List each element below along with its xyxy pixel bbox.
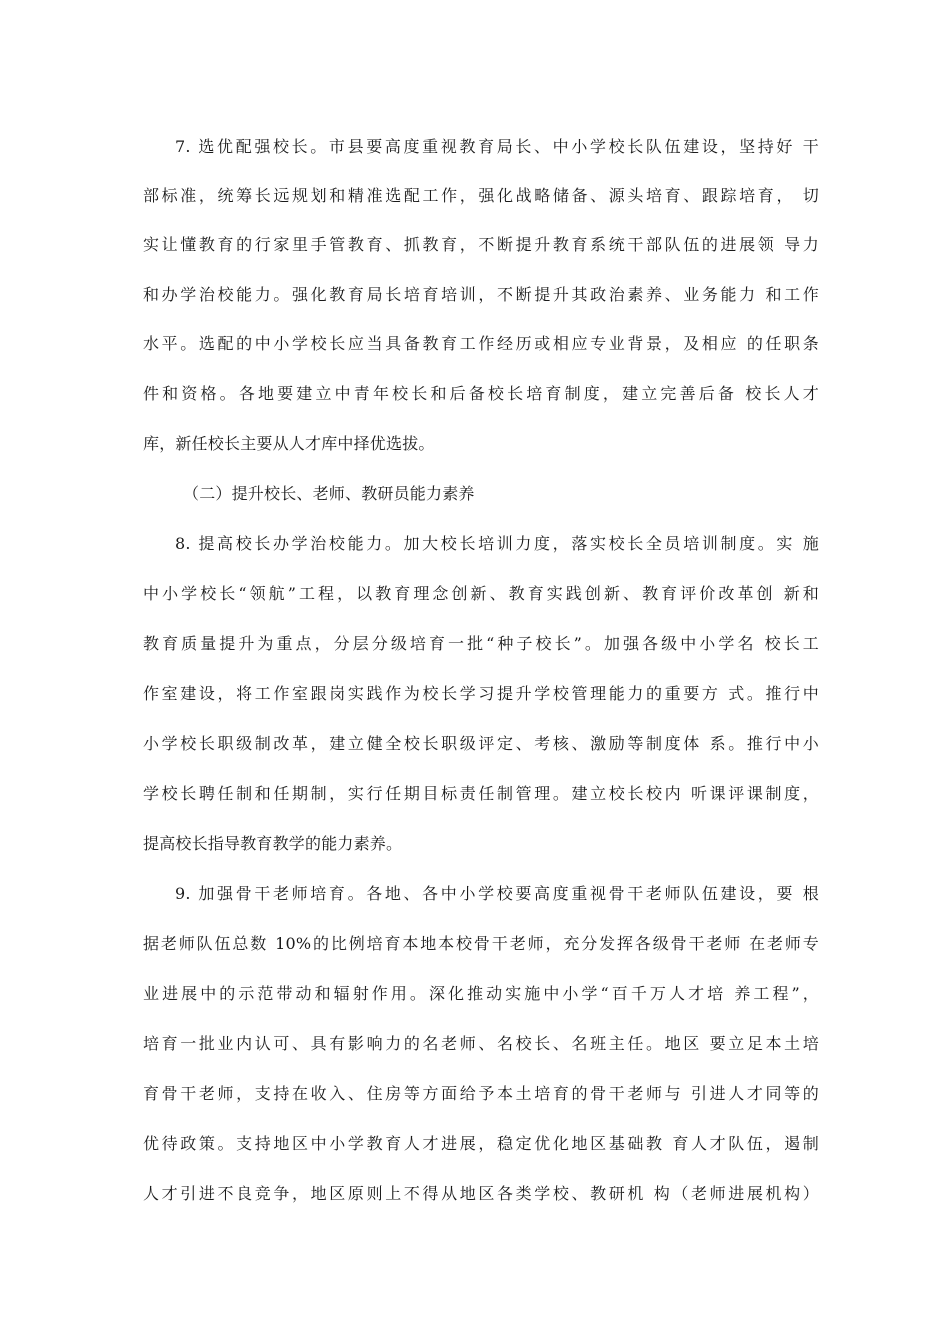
text-line: 业进展中的示范带动和辐射作用。深化推动实施中小学“百千万人才培 养工程”，: [143, 984, 819, 1003]
text-line: 8. 提高校长办学治校能力。加大校长培训力度，落实校长全员培训制度。实 施: [175, 534, 819, 553]
heading-text: （二）提升校长、老师、教研员能力素养: [183, 484, 475, 503]
text-line: 作室建设，将工作室跟岗实践作为校长学习提升学校管理能力的重要方 式。推行中: [143, 684, 819, 703]
text-line: 优待政策。支持地区中小学教育人才进展，稳定优化地区基础教 育人才队伍，遏制: [143, 1134, 819, 1153]
text-line: 据老师队伍总数 10%的比例培育本地本校骨干老师，充分发挥各级骨干老师 在老师专: [143, 934, 819, 953]
text-line: 小学校长职级制改革，建立健全校长职级评定、考核、激励等制度体 系。推行中小: [143, 734, 819, 753]
text-line: 部标准，统筹长远规划和精准选配工作，强化战略储备、源头培育、跟踪培育， 切: [143, 186, 819, 205]
text-line: 和办学治校能力。强化教育局长培育培训，不断提升其政治素养、业务能力 和工作: [143, 285, 819, 304]
text-line: 中小学校长“领航”工程，以教育理念创新、教育实践创新、教育评价改革创 新和: [143, 584, 819, 603]
text-line: 件和资格。各地要建立中青年校长和后备校长培育制度，建立完善后备 校长人才: [143, 384, 819, 403]
text-line: 实让懂教育的行家里手管教育、抓教育，不断提升教育系统干部队伍的进展领 导力: [143, 235, 819, 254]
text-line: 提高校长指导教育教学的能力素养。: [143, 834, 403, 853]
text-line: 9. 加强骨干老师培育。各地、各中小学校要高度重视骨干老师队伍建设，要 根: [175, 884, 819, 903]
text-line: 教育质量提升为重点，分层分级培育一批“种子校长”。加强各级中小学名 校长工: [143, 634, 819, 653]
text-line: 7. 选优配强校长。市县要高度重视教育局长、中小学校长队伍建设，坚持好 干: [175, 137, 819, 156]
text-line: 人才引进不良竞争，地区原则上不得从地区各类学校、教研机 构（老师进展机构）: [143, 1184, 819, 1203]
text-line: 库，新任校长主要从人才库中择优选拔。: [143, 434, 435, 453]
text-line: 育骨干老师，支持在收入、住房等方面给予本土培育的骨干老师与 引进人才同等的: [143, 1084, 819, 1103]
text-line: 培育一批业内认可、具有影响力的名老师、名校长、名班主任。地区 要立足本土培: [143, 1034, 819, 1053]
text-line: 学校长聘任制和任期制，实行任期目标责任制管理。建立校长校内 听课评课制度，: [143, 784, 819, 803]
text-line: 水平。选配的中小学校长应当具备教育工作经历或相应专业背景，及相应 的任职条: [143, 334, 819, 353]
